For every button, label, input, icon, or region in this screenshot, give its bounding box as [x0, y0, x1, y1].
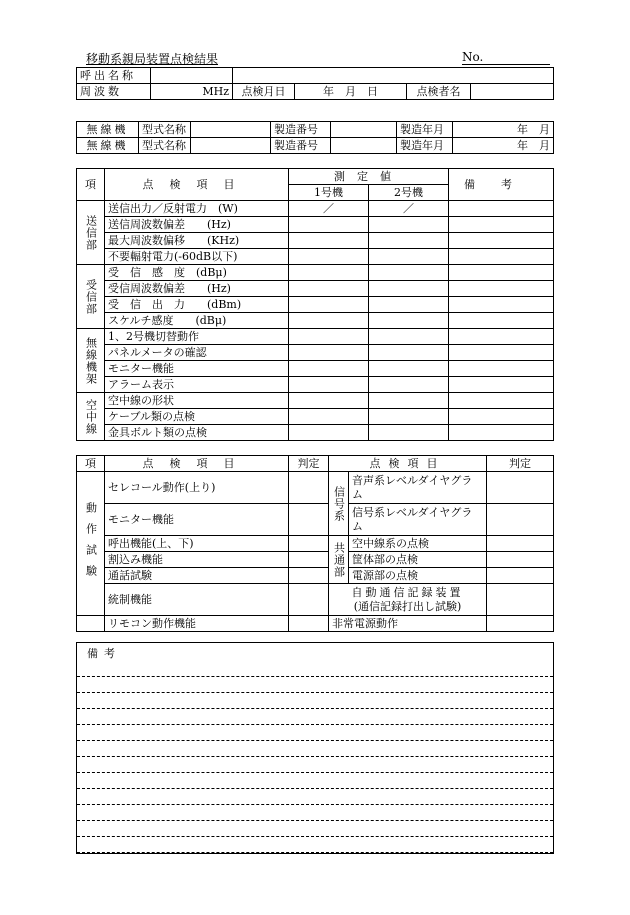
op-judge-cell[interactable] [289, 552, 329, 568]
year-value[interactable]: 年 月 [453, 122, 554, 138]
operation-table [76, 455, 554, 632]
op-judge-cell[interactable] [289, 568, 329, 584]
remarks-line[interactable] [77, 725, 553, 741]
measure-cell[interactable] [369, 265, 449, 281]
measurement-table [76, 168, 554, 441]
remark-header: 備考 [449, 169, 554, 201]
op-check-item-2: 空中線系の点検 [349, 536, 487, 552]
remarks-line[interactable] [77, 805, 553, 821]
check-item: ケーブル類の点検 [105, 409, 289, 425]
measure-cell[interactable] [289, 393, 369, 409]
inspection-date-value[interactable]: 年 月 日 [295, 84, 407, 100]
number-label: No. [462, 50, 484, 64]
auto-recorder-item [329, 584, 487, 616]
group-label-antenna: 空中線 [77, 393, 105, 441]
measure-cell[interactable] [369, 297, 449, 313]
measure-cell[interactable] [289, 361, 369, 377]
remarks-line[interactable] [77, 693, 553, 709]
op-judge-header-2: 判定 [487, 456, 554, 472]
measure-cell[interactable] [369, 217, 449, 233]
op-check-item: 通話試験 [105, 568, 289, 584]
check-item: パネルメータの確認 [105, 345, 289, 361]
callsign-value[interactable] [151, 68, 233, 84]
group-label-radio-rack: 無線機架 [77, 329, 105, 393]
measure-cell[interactable] [369, 409, 449, 425]
measure-cell[interactable] [369, 281, 449, 297]
measure-cell[interactable] [289, 425, 369, 441]
remarks-line[interactable] [77, 709, 553, 725]
remark-cell[interactable] [449, 297, 554, 313]
op-judge-cell-2[interactable] [487, 552, 554, 568]
op-judge-cell-2[interactable] [487, 504, 554, 536]
remark-cell[interactable] [449, 313, 554, 329]
remarks-box [76, 642, 554, 854]
remarks-line[interactable] [77, 677, 553, 693]
remarks-lines[interactable] [77, 661, 553, 853]
equipment-label: 無線機 [77, 138, 139, 154]
op-check-item-2: 筐体部の点検 [349, 552, 487, 568]
check-item: 受 信 感 度 (dBμ) [105, 265, 289, 281]
measure-cell[interactable] [369, 425, 449, 441]
op-check-item: セレコール動作(上り) [105, 472, 289, 504]
measure-cell[interactable] [289, 409, 369, 425]
serial-value[interactable] [331, 122, 397, 138]
remark-cell[interactable] [449, 329, 554, 345]
op-check-item: 統制機能 [105, 584, 289, 616]
op-check-item-2: 音声系レベルダイヤグラム [349, 472, 487, 504]
serial-label: 製造番号 [271, 122, 331, 138]
check-item: モニター機能 [105, 361, 289, 377]
measured-header: 測定値 [289, 169, 449, 185]
group-label-receiver: 受信部 [77, 265, 105, 329]
op-judge-header: 判定 [289, 456, 329, 472]
emergency-power-item: 非常電源動作 [329, 616, 487, 632]
slash-mark: ／ [323, 201, 334, 215]
check-header: 点検項目 [105, 169, 289, 201]
remark-cell[interactable] [449, 265, 554, 281]
remarks-line[interactable] [77, 757, 553, 773]
check-item: スケルチ感度 (dBμ) [105, 313, 289, 329]
group-label-signal: 信号系 [329, 472, 349, 536]
measure-cell[interactable] [369, 393, 449, 409]
op-judge-cell-2[interactable] [487, 584, 554, 616]
serial-label: 製造番号 [271, 138, 331, 154]
unit1-header: 1号機 [289, 185, 369, 201]
check-item: 受信周波数偏差 (Hz) [105, 281, 289, 297]
frequency-label: 周波数 [77, 84, 151, 100]
auto-recorder-line1: 自動通信記録装置 [351, 585, 464, 599]
op-check-header: 点検項目 [105, 456, 289, 472]
measure-cell[interactable] [369, 233, 449, 249]
document-title: 移動系親局装置点検結果 [86, 52, 219, 66]
op-judge-cell-2[interactable] [487, 616, 554, 632]
remark-cell[interactable] [449, 249, 554, 265]
group-label-common: 共通部 [329, 536, 349, 584]
measure-cell[interactable] [369, 345, 449, 361]
op-check-item-2: 信号系レベルダイヤグラム [349, 504, 487, 536]
check-item: 受 信 出 力 (dBm) [105, 297, 289, 313]
remarks-line[interactable] [77, 773, 553, 789]
op-item-header: 項 [77, 456, 105, 472]
callsign-label: 呼出名称 [77, 68, 151, 84]
frequency-unit[interactable]: MHz [151, 84, 233, 100]
op-judge-cell[interactable] [289, 504, 329, 536]
remark-cell[interactable] [449, 361, 554, 377]
remarks-line[interactable] [77, 741, 553, 757]
info-table [76, 67, 554, 100]
measure-cell[interactable] [289, 233, 369, 249]
remark-cell[interactable] [449, 377, 554, 393]
check-item: 不要輻射電力(-60dB以下) [105, 249, 289, 265]
op-check-item-2: 電源部の点検 [349, 568, 487, 584]
op-judge-cell[interactable] [289, 472, 329, 504]
serial-value[interactable] [331, 138, 397, 154]
equipment-table [76, 121, 554, 154]
group-label-transmitter: 送信部 [77, 201, 105, 265]
item-header: 項 [77, 169, 105, 201]
equipment-label: 無線機 [77, 122, 139, 138]
op-check-header-2: 点検項目 [329, 456, 487, 472]
op-judge-cell-2[interactable] [487, 472, 554, 504]
op-check-item: 呼出機能(上、下) [105, 536, 289, 552]
model-value[interactable] [191, 122, 271, 138]
document-number [462, 50, 550, 65]
measure-cell[interactable] [289, 313, 369, 329]
auto-recorder-line2: (通信記録打出し試験) [353, 599, 462, 613]
measure-cell[interactable] [289, 329, 369, 345]
slash-mark: ／ [403, 201, 414, 215]
year-value[interactable]: 年 月 [453, 138, 554, 154]
check-item: 空中線の形状 [105, 393, 289, 409]
remarks-line[interactable] [77, 821, 553, 837]
op-judge-cell-2[interactable] [487, 568, 554, 584]
measure-cell[interactable] [369, 249, 449, 265]
op-check-item: 割込み機能 [105, 552, 289, 568]
remarks-line[interactable] [77, 837, 553, 853]
check-item: 金具ボルト類の点検 [105, 425, 289, 441]
measure-cell[interactable] [289, 249, 369, 265]
measure-cell[interactable] [289, 281, 369, 297]
check-item: 最大周波数偏移 (KHz) [105, 233, 289, 249]
op-judge-cell[interactable] [289, 536, 329, 552]
remarks-line[interactable] [77, 661, 553, 677]
inspection-date-label: 点検月日 [233, 84, 295, 100]
measure-cell[interactable] [289, 377, 369, 393]
model-label: 型式名称 [139, 122, 191, 138]
op-judge-cell[interactable] [289, 616, 329, 632]
unit2-header: 2号機 [369, 185, 449, 201]
measure-cell[interactable] [369, 313, 449, 329]
year-label: 製造年月 [397, 122, 453, 138]
op-check-item: リモコン動作機能 [105, 616, 289, 632]
measure-cell[interactable] [289, 265, 369, 281]
check-item: 送信周波数偏差 (Hz) [105, 217, 289, 233]
remark-cell[interactable] [449, 201, 554, 217]
remark-cell[interactable] [449, 425, 554, 441]
model-value[interactable] [191, 138, 271, 154]
measure-cell[interactable] [369, 377, 449, 393]
remark-cell[interactable] [449, 393, 554, 409]
measure-cell[interactable] [289, 201, 369, 217]
op-judge-cell[interactable] [289, 584, 329, 616]
remark-cell[interactable] [449, 409, 554, 425]
measure-cell[interactable] [289, 297, 369, 313]
check-item: 送信出力／反射電力 (W) [105, 201, 289, 217]
remark-cell[interactable] [449, 217, 554, 233]
model-label: 型式名称 [139, 138, 191, 154]
group-label-operation: 動作試験 [77, 472, 105, 616]
check-item: 1、2号機切替動作 [105, 329, 289, 345]
equipment-row [77, 122, 554, 138]
measure-cell[interactable] [289, 345, 369, 361]
remark-cell[interactable] [449, 233, 554, 249]
remark-cell[interactable] [449, 281, 554, 297]
remarks-line[interactable] [77, 789, 553, 805]
inspector-value[interactable] [471, 84, 554, 100]
op-check-item: モニター機能 [105, 504, 289, 536]
inspector-label: 点検者名 [407, 84, 471, 100]
measure-cell[interactable] [369, 329, 449, 345]
measure-cell[interactable] [369, 361, 449, 377]
op-judge-cell-2[interactable] [487, 536, 554, 552]
remark-cell[interactable] [449, 345, 554, 361]
year-label: 製造年月 [397, 138, 453, 154]
measure-cell[interactable] [289, 217, 369, 233]
check-item: アラーム表示 [105, 377, 289, 393]
measure-cell[interactable] [369, 201, 449, 217]
callsign-extra[interactable] [233, 68, 554, 84]
equipment-row [77, 138, 554, 154]
remarks-label: 備考 [87, 647, 121, 660]
